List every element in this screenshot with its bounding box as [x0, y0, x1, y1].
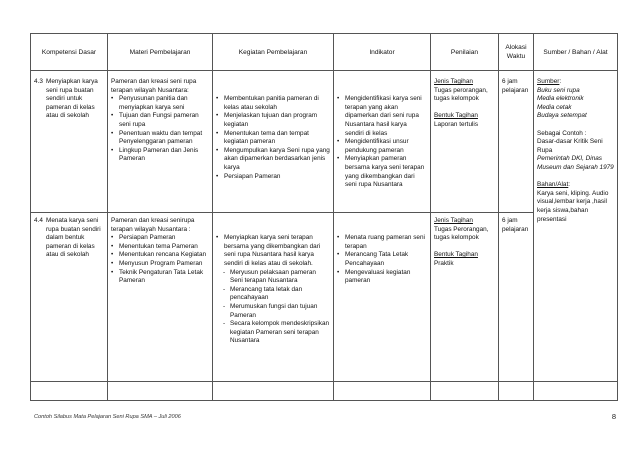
list-item: • Mengidentifikasi karya seni terapan yang akan dipamerkan dari seni rupa Nusantara hasil karya sendiri di kelas: [337, 95, 427, 138]
contoh-item: Dasar-dasar Kritik Seni Rupa: [537, 138, 603, 154]
kd-number: 4.4: [34, 217, 43, 224]
list-item: • Penyusunan panitia dan menyiapkan karya seni: [111, 95, 209, 112]
materi-cell: [108, 71, 213, 213]
header-materi: Materi Pembelajaran: [108, 34, 213, 71]
jenis-tagihan-value: Tugas perorangan, tugas kelompok: [434, 86, 488, 103]
list-item: - Secara kelompok mendeskripsikan kegiatan Pameran seni terapan Nusantara: [222, 320, 330, 346]
kegiatan-cell: [213, 213, 334, 382]
list-item: - Merumuskan fungsi dan tujuan Pameran: [222, 303, 330, 320]
list-item: • Teknik Pengaturan Tata Letak Pameran: [111, 269, 209, 286]
list-item: • Menjelaskan tujuan dan program kegiatan: [216, 112, 330, 129]
jenis-tagihan-label: Jenis Tagihan: [434, 217, 473, 224]
list-item: • Menata ruang pameran seni terapan: [337, 234, 427, 251]
jenis-tagihan-label: Jenis Tagihan: [434, 78, 473, 85]
bentuk-tagihan-label: Bentuk Tagihan: [434, 251, 478, 259]
page-number: 8: [611, 412, 616, 421]
bentuk-tagihan-value: Praktik: [434, 259, 454, 267]
bahan-label: Bahan/Alat: [537, 181, 569, 189]
kompetensi-cell: [31, 71, 108, 213]
contoh-label: Sebagai Contoh :: [537, 129, 587, 137]
sumber-cell: Sumber: Buku seni rupa Media elektronik Media cetak Budaya setempat Sebagai Contoh : Dasar-dasar Kritik Seni Rupa Pemerintah DKI, Dinas Museum dan Sejarah 1979 Bahan/Alat: Karya seni, kliping. Audio visual,lembar kerja ,hasil kerja siswa,bahan presentasi: [534, 71, 618, 382]
sumber-label: Sumber: [537, 78, 560, 85]
materi-cell: [108, 213, 213, 382]
sumber-item: Media elektronik: [537, 95, 584, 103]
list-item: • Menentukan tema dan tempat kegiatan pameran: [216, 130, 330, 147]
sumber-item: Media cetak: [537, 103, 572, 111]
header-penilaian: Penilaian: [431, 34, 499, 71]
bentuk-tagihan-label: Bentuk Tagihan: [434, 112, 478, 120]
header-kompetensi: Kompetensi Dasar: [31, 34, 108, 71]
table-row: [31, 213, 618, 382]
header-indikator: Indikator: [334, 34, 431, 71]
alokasi-cell: 6 jam pelajaran: [499, 213, 534, 382]
penilaian-cell: [431, 71, 499, 213]
kd-text: Menyiapkan karya seni rupa buatan sendiri untuk pameran di kelas atau di sekolah: [46, 78, 98, 120]
indikator-cell: [334, 213, 431, 382]
materi-intro: Pameran dan kreasi seni rupa terapan wilayah Nusantara:: [111, 78, 197, 94]
list-item: • Menyusun Program Pameran: [111, 260, 209, 269]
header-sumber: Sumber / Bahan / Alat: [534, 34, 618, 71]
kd-number: 4.3: [34, 78, 43, 85]
list-item: • Membentukan panitia pameran di kelas atau sekolah: [216, 95, 330, 112]
materi-intro: Pameran dan kreasi senirupa terapan wilayah Nusantara :: [111, 217, 195, 233]
list-item: • Menyiapkan karya seni terapan bersama yang dikembangkan dari seni rupa Nusantara hasil karya sendiri di kelas atau di sekolah.: [216, 234, 330, 268]
sumber-item: Budaya setempat: [537, 112, 587, 120]
list-item: • Penentuan waktu dan tempat Penyelenggaran pameran: [111, 130, 209, 147]
table-row: [31, 71, 618, 213]
footer-text: Contoh Silabus Mata Pelajaran Seni Rupa SMA – Juli 2006: [34, 414, 181, 420]
bentuk-tagihan-value: Laporan tertulis: [434, 120, 479, 128]
list-item: • Mengumpulkan karya Seni rupa yang akan dipamerkan berdasarkan jenis karya: [216, 147, 330, 173]
list-item: • Merancang Tata Letak Pencahayaan: [337, 251, 427, 268]
bahan-value: Karya seni, kliping. Audio visual,lembar kerja ,hasil kerja siswa,bahan presentasi: [537, 189, 609, 223]
list-item: • Tujuan dan Fungsi pameran seni rupa: [111, 112, 209, 129]
table-row: [31, 382, 618, 401]
table-header-row: [31, 34, 618, 71]
list-item: • Lingkup Pameran dan Jenis Pameran: [111, 147, 209, 164]
list-item: • Menentukan tema Pameran: [111, 243, 209, 252]
list-item: • Menentukan rencana Kegiatan: [111, 251, 209, 260]
jenis-tagihan-value: Tugas Perorangan, tugas kelompok: [434, 225, 489, 242]
list-item: - Merancang tata letak dan pencahayaan: [222, 286, 330, 303]
header-alokasi: Alokasi Waktu: [499, 34, 534, 71]
header-kegiatan: Kegiatan Pembelajaran: [213, 34, 334, 71]
list-item: • Mengevaluasi kegiatan pameran: [337, 269, 427, 286]
sumber-item: Buku seni rupa: [537, 86, 580, 94]
kd-text: Menata karya seni rupa buatan sendiri dalam bentuk pameran di kelas atau di sekolah: [46, 217, 101, 259]
list-item: • Mengidentifikasi unsur pendukung pameran: [337, 138, 427, 155]
list-item: • Persiapan Pameran: [216, 173, 330, 182]
list-item: • Menyiapkan pameran bersama karya seni terapan yang dikembangkan dari seni rupa Nusantara: [337, 155, 427, 189]
list-item: - Meryusun pelaksaan pameran Seni terapan Nusantara: [222, 269, 330, 286]
indikator-cell: [334, 71, 431, 213]
contoh-item: Pemerintah DKI, Dinas Museum dan Sejarah 1979: [537, 155, 614, 171]
kompetensi-cell: [31, 213, 108, 382]
syllabus-table: [30, 33, 618, 401]
list-item: • Persiapan Pameran: [111, 234, 209, 243]
penilaian-cell: [431, 213, 499, 382]
alokasi-cell: 6 jam pelajaran: [499, 71, 534, 213]
kegiatan-cell: [213, 71, 334, 213]
